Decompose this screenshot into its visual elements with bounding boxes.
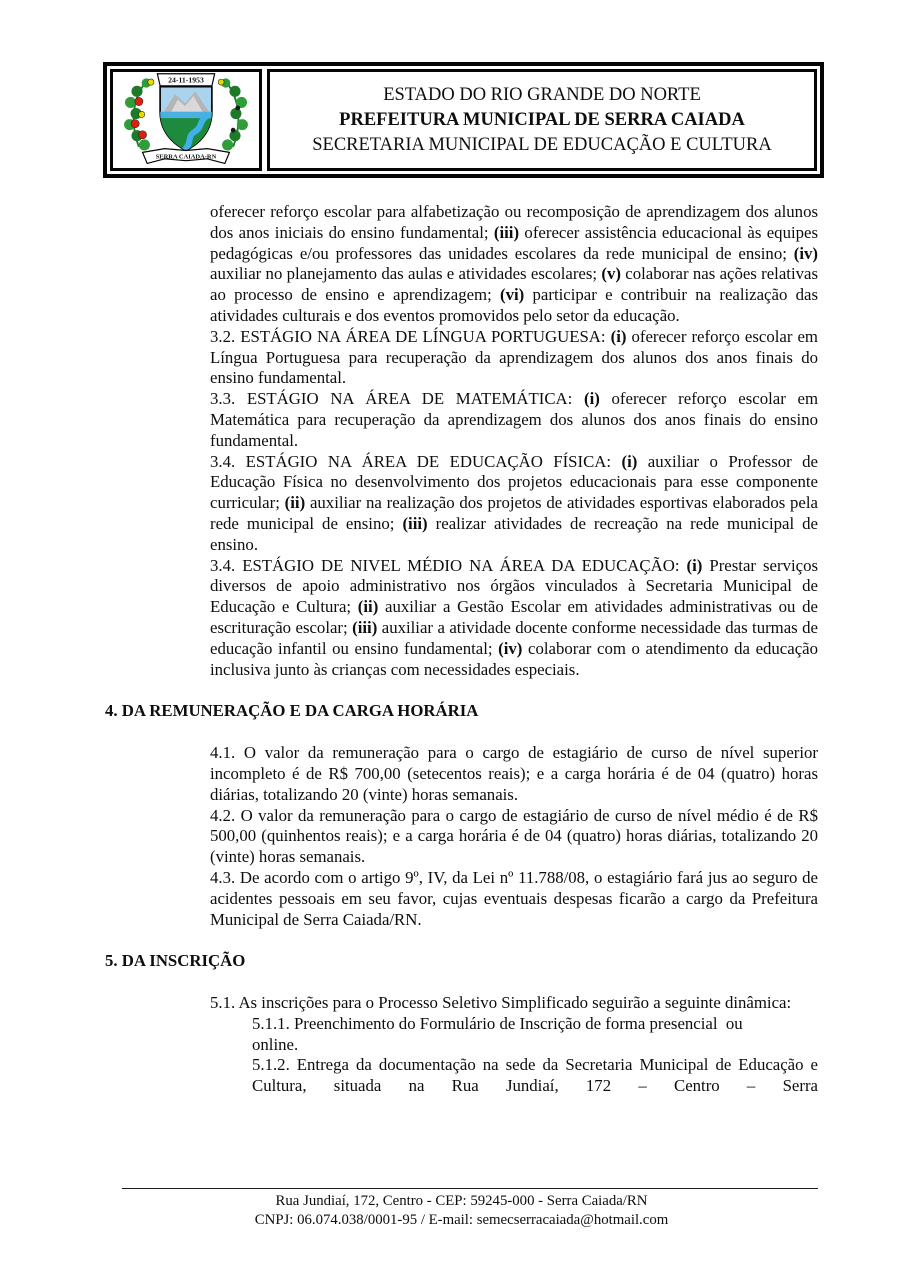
founding-date-banner bbox=[157, 74, 214, 86]
logo-ribbon-text: SERRA CAIADA-RN bbox=[155, 153, 217, 161]
footer-address-line: Rua Jundiaí, 172, Centro - CEP: 59245-000 - Serra Caiada/RN bbox=[275, 1193, 648, 1209]
section-heading-4: 4. DA REMUNERAÇÃO E DA CARGA HORÁRIA bbox=[105, 701, 479, 721]
paragraph-intro-continuation: oferecer reforço escolar para alfabetização ou recomposição de aprendizagem dos alunos dos anos iniciais do ensino fundamental; (iii) oferecer assistência educacional às equipes pedagógicas e/ou professores das unidades escolares da rede municipal de ensino; (iv) auxiliar no planejamento das aulas e atividades escolares; (v) colaborar nas ações relativas ao processo de ensino e aprendizagem; (vi) participar e contribuir na realização das atividades culturais e dos eventos promovidos pelo setor da educação. bbox=[210, 202, 818, 325]
footer-divider bbox=[122, 1188, 818, 1189]
paragraph-5-1: 5.1. As inscrições para o Processo Seletivo Simplificado seguirão a seguinte dinâmica: bbox=[210, 993, 792, 1013]
shield-icon bbox=[159, 87, 213, 152]
paragraph-5-1-2: 5.1.2. Entrega da documentação na sede da Secretaria Municipal de Educação e Cultura, situada na Rua Jundiaí, 172 – Centro – Serra bbox=[252, 1055, 818, 1096]
document-body bbox=[105, 202, 818, 1097]
city-name-ribbon bbox=[143, 149, 230, 164]
serra-caiada-coat-of-arms-icon bbox=[116, 71, 256, 169]
document-footer bbox=[105, 1188, 818, 1231]
document-header bbox=[103, 62, 824, 178]
section-heading-5: 5. DA INSCRIÇÃO bbox=[105, 951, 246, 971]
paragraph-3-4-nivel-medio: 3.4. ESTÁGIO DE NIVEL MÉDIO NA ÁREA DA EDUCAÇÃO: (i) Prestar serviços diversos de apoio administrativo nos órgãos vinculados à Secretaria Municipal de Educação e Cultura; (ii) auxiliar a Gestão Escolar em atividades administrativas ou de escrituração escolar; (iii) auxiliar a atividade docente conforme necessidade das turmas de educação infantil ou ensino fundamental; (iv) colaborar com o atendimento da educação inclusiva junto às crianças com necessidades especiais. bbox=[210, 555, 818, 679]
left-branch-decoration bbox=[124, 78, 154, 150]
paragraph-4-3: 4.3. De acordo com o artigo 9º, IV, da Lei nº 11.788/08, o estagiário fará jus ao seguro de acidentes pessoais em seu favor, cujas eventuais despesas ficarão a cargo da Prefeitura Municipal de Serra Caiada/RN. bbox=[210, 867, 818, 929]
paragraph-5-1-1: 5.1.1. Preenchimento do Formulário de Inscrição de forma presencial ou online. bbox=[252, 1013, 743, 1054]
paragraph-3-2: 3.2. ESTÁGIO NA ÁREA DE LÍNGUA PORTUGUESA: (i) oferecer reforço escolar em Língua Portuguesa para recuperação da aprendizagem dos alunos dos anos finais do ensino fundamental. bbox=[210, 326, 818, 388]
paragraph-3-4-educacao-fisica: 3.4. ESTÁGIO NA ÁREA DE EDUCAÇÃO FÍSICA: (i) auxiliar o Professor de Educação Física no desenvolvimento dos projetos educacionais para esse componente curricular; (ii) auxiliar na realização dos projetos de atividades esportivas elaborados pela rede municipal de ensino; (iii) realizar atividades de recreação na rede municipal de ensino. bbox=[210, 451, 818, 554]
header-municipality-line: PREFEITURA MUNICIPAL DE SERRA CAIADA bbox=[339, 109, 745, 130]
paragraph-3-3: 3.3. ESTÁGIO NA ÁREA DE MATEMÁTICA: (i) oferecer reforço escolar em Matemática para recuperação da aprendizagem dos alunos dos anos finais do ensino fundamental. bbox=[210, 389, 818, 450]
paragraph-4-1: 4.1. O valor da remuneração para o cargo de estagiário de curso de nível superior incompleto é de R$ 700,00 (setecentos reais); e a carga horária é de 04 (quatro) horas diárias, totalizando 20 (vinte) horas semanais. bbox=[210, 743, 818, 804]
header-state-line: ESTADO DO RIO GRANDE DO NORTE bbox=[383, 84, 701, 105]
header-titles bbox=[267, 69, 817, 171]
paragraph-4-2: 4.2. O valor da remuneração para o cargo de estagiário de curso de nível médio é de R$ 500,00 (quinhentos reais); e a carga horária é de 04 (quatro) horas diárias, totalizando 20 (vinte) horas semanais. bbox=[210, 805, 818, 867]
footer-cnpj-email-line: CNPJ: 06.074.038/0001-95 / E-mail: semecserracaiada@hotmail.com bbox=[254, 1212, 669, 1229]
right-branch-decoration bbox=[218, 78, 248, 150]
logo-cell bbox=[110, 69, 262, 171]
logo-date-text: 24-11-1953 bbox=[168, 75, 204, 85]
header-secretariat-line: SECRETARIA MUNICIPAL DE EDUCAÇÃO E CULTURA bbox=[312, 134, 772, 155]
